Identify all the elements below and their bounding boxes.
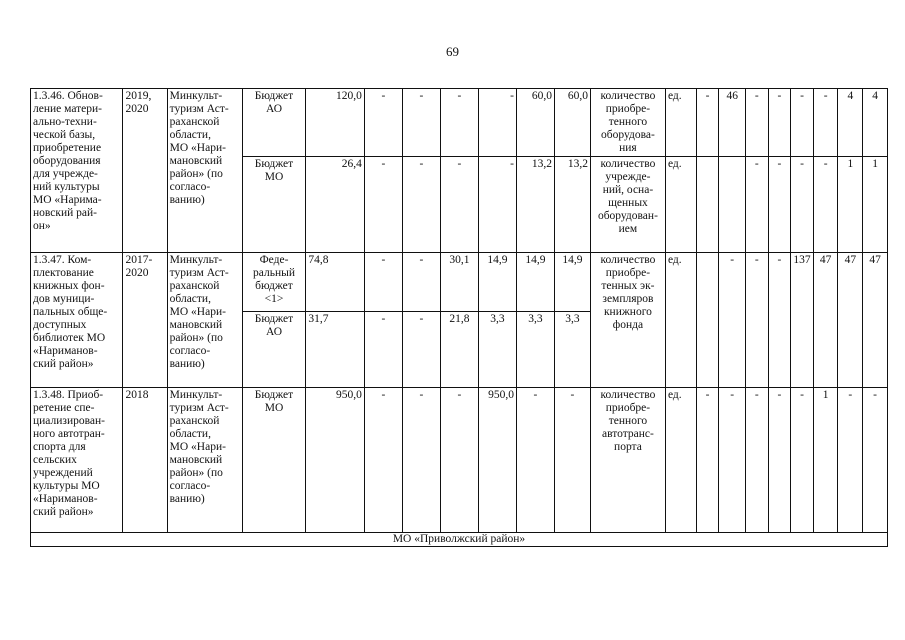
funding-year-value: - xyxy=(440,157,478,253)
measure-years: 2017- 2020 xyxy=(123,253,167,388)
indicator-value xyxy=(696,157,719,253)
funding-year-value: - xyxy=(554,388,590,533)
funding-year-value: - xyxy=(478,89,516,157)
funding-source: Бюджет АО xyxy=(242,89,306,157)
indicator-value xyxy=(719,157,746,253)
funding-year-value: 3,3 xyxy=(478,312,516,388)
indicator-value: - xyxy=(746,388,769,533)
indicator-value: - xyxy=(746,157,769,253)
indicator-value: 137 xyxy=(791,253,814,388)
funding-year-value: - xyxy=(402,157,440,253)
funding-year-value: - xyxy=(440,89,478,157)
funding-year-value: - xyxy=(364,89,402,157)
funding-year-value: 60,0 xyxy=(554,89,590,157)
indicator-unit: ед. xyxy=(665,157,696,253)
funding-total: 26,4 xyxy=(306,157,365,253)
indicator-value: - xyxy=(768,89,791,157)
indicator-value: - xyxy=(863,388,888,533)
funding-year-value: - xyxy=(364,157,402,253)
funding-total: 74,8 xyxy=(306,253,365,312)
program-table xyxy=(30,88,888,547)
measure-name: 1.3.47. Ком- плектование книжных фон- дов муници- пальных обще- доступных библиотек МО «Нариманов- ский район» xyxy=(31,253,123,388)
indicator-value: - xyxy=(746,89,769,157)
funding-year-value: - xyxy=(364,253,402,312)
indicator-value: - xyxy=(696,89,719,157)
indicator-value: - xyxy=(791,157,814,253)
indicator-value: - xyxy=(791,388,814,533)
measure-name: 1.3.48. Приоб- ретение спе- циализирован- ного автотран- спорта для сельских учреждений культуры МО «Нариманов- ский район» xyxy=(31,388,123,533)
indicator-value: - xyxy=(719,388,746,533)
indicator-value: 47 xyxy=(813,253,838,388)
funding-year-value: 30,1 xyxy=(440,253,478,312)
funding-year-value: 21,8 xyxy=(440,312,478,388)
indicator-value: - xyxy=(813,89,838,157)
measure-years: 2018 xyxy=(123,388,167,533)
funding-year-value: 14,9 xyxy=(516,253,554,312)
funding-source: Бюджет АО xyxy=(242,312,306,388)
indicator-value: - xyxy=(838,388,863,533)
indicator-value: - xyxy=(791,89,814,157)
indicator-value: - xyxy=(768,388,791,533)
indicator-value: - xyxy=(696,388,719,533)
funding-source: Бюджет МО xyxy=(242,388,306,533)
indicator-unit: ед. xyxy=(665,253,696,388)
indicator-value: - xyxy=(768,253,791,388)
funding-year-value: - xyxy=(364,312,402,388)
funding-year-value: - xyxy=(478,157,516,253)
measure-years: 2019, 2020 xyxy=(123,89,167,253)
funding-total: 120,0 xyxy=(306,89,365,157)
funding-total: 31,7 xyxy=(306,312,365,388)
indicator-value: 1 xyxy=(863,157,888,253)
funding-year-value: - xyxy=(516,388,554,533)
indicator-value: - xyxy=(746,253,769,388)
indicator-value: 1 xyxy=(813,388,838,533)
funding-year-value: 14,9 xyxy=(478,253,516,312)
section-header-row: МО «Приволжский район» xyxy=(31,533,888,547)
funding-year-value: 13,2 xyxy=(554,157,590,253)
indicator-value xyxy=(696,253,719,388)
indicator-value: 47 xyxy=(838,253,863,388)
indicator-value: 47 xyxy=(863,253,888,388)
indicator-value: 46 xyxy=(719,89,746,157)
indicator-name: количество приобре- тенного автотранс- порта xyxy=(590,388,665,533)
indicator-value: 1 xyxy=(838,157,863,253)
indicator-value: - xyxy=(719,253,746,388)
funding-year-value: 950,0 xyxy=(478,388,516,533)
table-row xyxy=(31,388,888,533)
indicator-name: количество приобре- тенного оборудова- ния xyxy=(590,89,665,157)
table-row xyxy=(31,89,888,157)
measure-name: 1.3.46. Обнов- ление матери- ально-техни- ческой базы, приобретение оборудования для учрежде- ний культуры МО «Нарима- новский рай- он» xyxy=(31,89,123,253)
funding-source: Феде- ральный бюджет <1> xyxy=(242,253,306,312)
funding-total: 950,0 xyxy=(306,388,365,533)
funding-year-value: 3,3 xyxy=(516,312,554,388)
indicator-value: 4 xyxy=(863,89,888,157)
table-row xyxy=(31,533,888,547)
page-number: 69 xyxy=(446,44,459,59)
indicator-name: количество приобре- тенных эк- земпляров книжного фонда xyxy=(590,253,665,388)
indicator-value: - xyxy=(768,157,791,253)
funding-year-value: 3,3 xyxy=(554,312,590,388)
funding-year-value: - xyxy=(440,388,478,533)
funding-source: Бюджет МО xyxy=(242,157,306,253)
indicator-name: количество учрежде- ний, осна- щенных оборудован- ием xyxy=(590,157,665,253)
funding-year-value: 13,2 xyxy=(516,157,554,253)
indicator-value: 4 xyxy=(838,89,863,157)
funding-year-value: 60,0 xyxy=(516,89,554,157)
indicator-unit: ед. xyxy=(665,388,696,533)
funding-year-value: - xyxy=(402,89,440,157)
measure-executor: Минкульт- туризм Аст- раханской области, МО «Нари- мановский район» (по согласо- ванию) xyxy=(167,388,242,533)
funding-year-value: 14,9 xyxy=(554,253,590,312)
indicator-value: - xyxy=(813,157,838,253)
funding-year-value: - xyxy=(402,253,440,312)
funding-year-value: - xyxy=(402,388,440,533)
table-row xyxy=(31,253,888,312)
funding-year-value: - xyxy=(364,388,402,533)
funding-year-value: - xyxy=(402,312,440,388)
measure-executor: Минкульт- туризм Аст- раханской области, МО «Нари- мановский район» (по согласо- ванию) xyxy=(167,89,242,253)
measure-executor: Минкульт- туризм Аст- раханской области, МО «Нари- мановский район» (по согласо- ванию) xyxy=(167,253,242,388)
indicator-unit: ед. xyxy=(665,89,696,157)
